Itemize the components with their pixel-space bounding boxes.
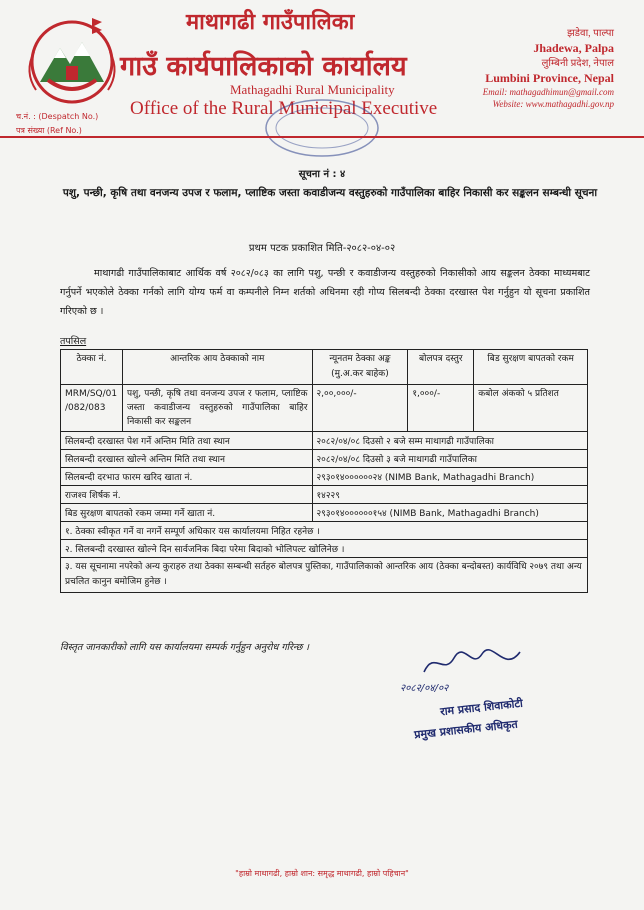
signature-block	[400, 644, 600, 754]
info-label: सिलबन्दी दरखास्त पेश गर्ने अन्तिम मिति तथा स्थान	[61, 432, 313, 450]
signatory-designation: प्रमुख प्रशासकीय अधिकृत	[413, 717, 519, 742]
contract-no-cell: MRM/SQ/01 /082/083	[61, 385, 123, 432]
info-value: २९३०१४००००००१५४ (NIMB Bank, Mathagadhi Branch)	[312, 504, 588, 522]
province-en: Lumbini Province, Nepal	[485, 71, 614, 85]
signature-scribble-icon	[420, 646, 540, 680]
table-header-row	[61, 350, 588, 385]
despatch-label: च.नं. : (Despatch No.)	[16, 112, 99, 121]
letterhead-title-en: Mathagadhi Rural Municipality	[230, 82, 395, 97]
table-header: आन्तरिक आय ठेक्काको नाम	[122, 350, 312, 385]
email-text: Email: mathagadhimun@gmail.com	[482, 87, 614, 97]
info-row	[61, 450, 588, 468]
info-label: बिड सुरक्षण बापतको रकम जम्मा गर्ने खाता नं.	[61, 504, 313, 522]
info-value: २०८२/०४/०८ दिउसो २ बजे सम्म माथागढी गाउँपालिका	[312, 432, 588, 450]
info-label: सिलबन्दी दरभाउ फारम खरिद खाता नं.	[61, 468, 313, 486]
info-label: राजश्व शिर्षक नं.	[61, 486, 313, 504]
note-text: ३. यस सूचनामा नपरेको अन्य कुराहरु तथा ठेक्का सम्बन्धी सर्तहरु बोलपत्र पुस्तिका, गाउँपालिकाको आन्तरिक आय (ठेक्का बन्दोबस्त) कार्यविधि २०७९ तथा अन्य प्रचलित कानुन बमोजिम हुनेछ ।	[61, 558, 588, 593]
header-divider	[0, 136, 644, 138]
info-row	[61, 486, 588, 504]
nepal-emblem-icon	[22, 12, 122, 108]
letterhead-office-np: गाउँ कार्यपालिकाको कार्यालय	[120, 51, 407, 82]
table-header: बोलपत्र दस्तुर	[408, 350, 474, 385]
info-value: २९३०१४००००००२४ (NIMB Bank, Mathagadhi Branch)	[312, 468, 588, 486]
min-amount-cell: २,००,०००/-	[312, 385, 408, 432]
despatch-ref	[16, 110, 98, 138]
website-text: Website: www.mathagadhi.gov.np	[492, 99, 614, 109]
place-en: Jhadewa, Palpa	[533, 41, 614, 55]
published-date: प्रथम पटक प्रकाशित मिति-२०८२-०४-०२	[248, 243, 396, 254]
note-row	[61, 540, 588, 558]
notice-number: सूचना नं : ४	[298, 169, 346, 180]
notice-paragraph: माथागढी गाउँपालिकाबाट आर्थिक वर्ष २०८२/०८३ का लागि पशु, पन्छी र कवाडीजन्य वस्तुहरुको निकासीको आय सङ्कलन ठेक्का माध्यमबाट गर्नुपर्ने भएकोले ठेक्का गर्नको लागि योग्य फर्म वा कम्पनीले निम्न शर्तको अधिनमा रही गोप्य सिलबन्दी ठेक्का दरखास्त पेश गर्नुहुन यो सूचना प्रकाशित गरिएको छ ।	[60, 268, 590, 317]
bid-security-cell: कबोल अंकको ५ प्रतिशत	[474, 385, 588, 432]
note-text: १. ठेक्का स्वीकृत गर्ने वा नगर्ने सम्पूर्ण अधिकार यस कार्यालयमा निहित रहनेछ ।	[61, 522, 588, 540]
footer-slogan: "हाम्रो माथागढी, हाम्रो शान: समृद्ध माथागढी, हाम्रो पहिचान"	[235, 869, 409, 878]
letterhead-title-np: माथागढी गाउँपालिका	[186, 9, 355, 35]
details-label: तपसिल	[60, 336, 87, 347]
province-np: लुम्बिनी प्रदेश, नेपाल	[541, 58, 614, 69]
letterhead-contact	[444, 26, 614, 110]
ref-label: पत्र संख्या (Ref No.)	[16, 126, 82, 135]
info-value: २०८२/०४/०८ दिउसो ३ बजे माथागढी गाउँपालिका	[312, 450, 588, 468]
place-np: झडेवा, पाल्पा	[567, 28, 614, 39]
note-row	[61, 558, 588, 593]
table-header: बिड सुरक्षण बापतको रकम	[474, 350, 588, 385]
table-header: ठेक्का नं.	[61, 350, 123, 385]
info-label: सिलबन्दी दरखास्त खोल्ने अन्तिम मिति तथा स्थान	[61, 450, 313, 468]
info-value: १४२२९	[312, 486, 588, 504]
fee-cell: १,०००/-	[408, 385, 474, 432]
office-stamp-icon	[262, 98, 382, 158]
info-row	[61, 504, 588, 522]
note-row	[61, 522, 588, 540]
letterhead-office-en: Office of the Rural Municipal Executive	[130, 98, 438, 119]
notice-title: पशु, पन्छी, कृषि तथा वनजन्य उपज र फलाम, प्लाष्टिक जस्ता कवाडीजन्य वस्तुहरुको गाउँपालिका बाहिर निकासी कर सङ्कलन सम्बन्धी सूचना	[62, 187, 598, 199]
contract-table	[60, 349, 588, 593]
table-header: न्यूनतम ठेक्का अङ्क (मु.अ.कर बाहेक)	[312, 350, 408, 385]
table-row	[61, 385, 588, 432]
contract-name-cell: पशु, पन्छी, कृषि तथा वनजन्य उपज र फलाम, प्लाष्टिक जस्ता कवाडीजन्य वस्तुहरुको गाउँपालिका बाहिर निकासी कर सङ्कलन	[122, 385, 312, 432]
closing-text: विस्तृत जानकारीको लागि यस कार्यालयमा सम्पर्क गर्नुहुन अनुरोध गरिन्छ ।	[60, 642, 310, 653]
signature-date: २०८२/०४/०२	[400, 683, 449, 694]
info-row	[61, 432, 588, 450]
info-row	[61, 468, 588, 486]
note-text: २. सिलबन्दी दरखास्त खोल्ने दिन सार्वजनिक बिदा परेमा बिदाको भोलिपल्ट खोलिनेछ ।	[61, 540, 588, 558]
signatory-name: राम प्रसाद शिवाकोटी	[439, 696, 524, 719]
